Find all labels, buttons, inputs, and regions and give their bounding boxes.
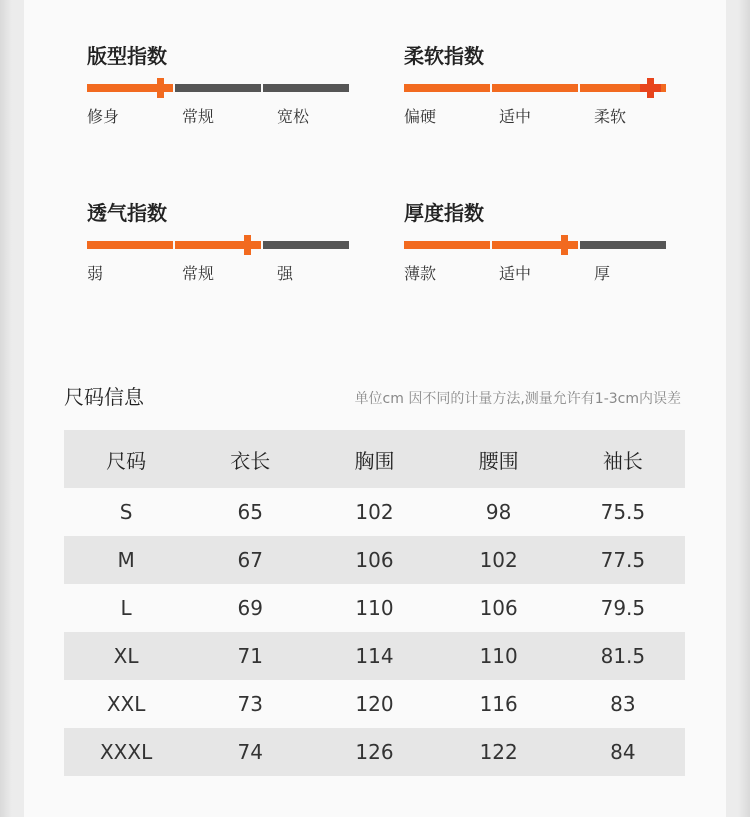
softness-index-bar — [404, 84, 666, 92]
thickness-level-marker — [561, 235, 568, 255]
cell-chest: 102 — [355, 500, 394, 524]
cell-size: XL — [113, 644, 139, 668]
thickness-index-title: 厚度指数 — [404, 201, 484, 225]
cell-waist: 122 — [479, 740, 518, 764]
table-row — [64, 728, 685, 776]
fit-index-title: 版型指数 — [87, 44, 167, 68]
bar-segment — [492, 84, 578, 92]
scale-label: 宽松 — [277, 107, 310, 126]
header-sleeve: 袖长 — [602, 448, 643, 473]
scale-label: 柔软 — [594, 107, 627, 126]
softness-index — [404, 42, 666, 128]
table-row — [64, 488, 685, 536]
table-row — [64, 680, 685, 728]
thickness-index-bar — [404, 241, 666, 249]
breathability-index-title: 透气指数 — [87, 201, 167, 225]
size-info-title: 尺码信息 — [64, 385, 144, 409]
scale-label: 修身 — [87, 107, 120, 126]
table-row — [64, 536, 685, 584]
bar-segment — [87, 241, 173, 249]
size-table-header — [64, 430, 685, 488]
cell-chest: 126 — [355, 740, 394, 764]
fit-index-bar — [87, 84, 349, 92]
fit-level-marker — [157, 78, 164, 98]
cell-size: XXL — [106, 692, 146, 716]
thickness-index — [404, 199, 666, 285]
breathability-index — [87, 199, 349, 285]
cell-waist: 102 — [479, 548, 518, 572]
cell-length: 74 — [237, 740, 263, 764]
header-waist: 腰围 — [478, 448, 519, 473]
cell-sleeve: 79.5 — [600, 596, 646, 620]
cell-size: XXXL — [99, 740, 153, 764]
scale-label: 强 — [277, 264, 294, 283]
header-size: 尺码 — [106, 448, 147, 473]
cell-chest: 120 — [355, 692, 394, 716]
scale-label: 常规 — [182, 107, 215, 126]
bar-segment — [580, 241, 666, 249]
cell-length: 69 — [237, 596, 263, 620]
cell-waist: 106 — [479, 596, 518, 620]
cell-length: 65 — [237, 500, 263, 524]
bar-segment — [404, 84, 490, 92]
size-table — [64, 430, 685, 776]
cell-length: 71 — [237, 644, 263, 668]
scale-label: 偏硬 — [404, 107, 437, 126]
scale-label: 薄款 — [404, 264, 437, 283]
breathability-index-bar — [87, 241, 349, 249]
cell-waist: 110 — [479, 644, 518, 668]
cell-waist: 116 — [479, 692, 518, 716]
cell-sleeve: 75.5 — [600, 500, 646, 524]
cell-sleeve: 77.5 — [600, 548, 646, 572]
scale-label: 厚 — [594, 264, 611, 283]
fit-index — [87, 42, 349, 128]
cell-sleeve: 81.5 — [600, 644, 646, 668]
header-length: 衣长 — [230, 448, 271, 473]
cell-length: 73 — [237, 692, 263, 716]
cell-sleeve: 84 — [610, 740, 636, 764]
scale-label: 弱 — [87, 264, 104, 283]
cell-chest: 114 — [355, 644, 394, 668]
cell-length: 67 — [237, 548, 263, 572]
cell-sleeve: 83 — [610, 692, 636, 716]
size-info-note: 单位cm 因不同的计量方法,测量允许有1-3cm内误差 — [354, 391, 681, 407]
softness-level-marker — [647, 78, 654, 98]
cell-size: S — [119, 500, 133, 524]
header-chest: 胸围 — [354, 448, 395, 473]
table-row — [64, 584, 685, 632]
cell-size: L — [120, 596, 132, 620]
breathability-level-marker — [244, 235, 251, 255]
cell-chest: 110 — [355, 596, 394, 620]
table-row — [64, 632, 685, 680]
cell-chest: 106 — [355, 548, 394, 572]
cell-size: M — [117, 548, 135, 572]
bar-segment — [404, 241, 490, 249]
scale-label: 适中 — [499, 107, 532, 126]
bar-segment — [263, 84, 349, 92]
softness-index-title: 柔软指数 — [404, 44, 484, 68]
bar-segment — [263, 241, 349, 249]
scale-label: 适中 — [499, 264, 532, 283]
scale-label: 常规 — [182, 264, 215, 283]
cell-waist: 98 — [485, 500, 512, 524]
bar-segment — [175, 84, 261, 92]
